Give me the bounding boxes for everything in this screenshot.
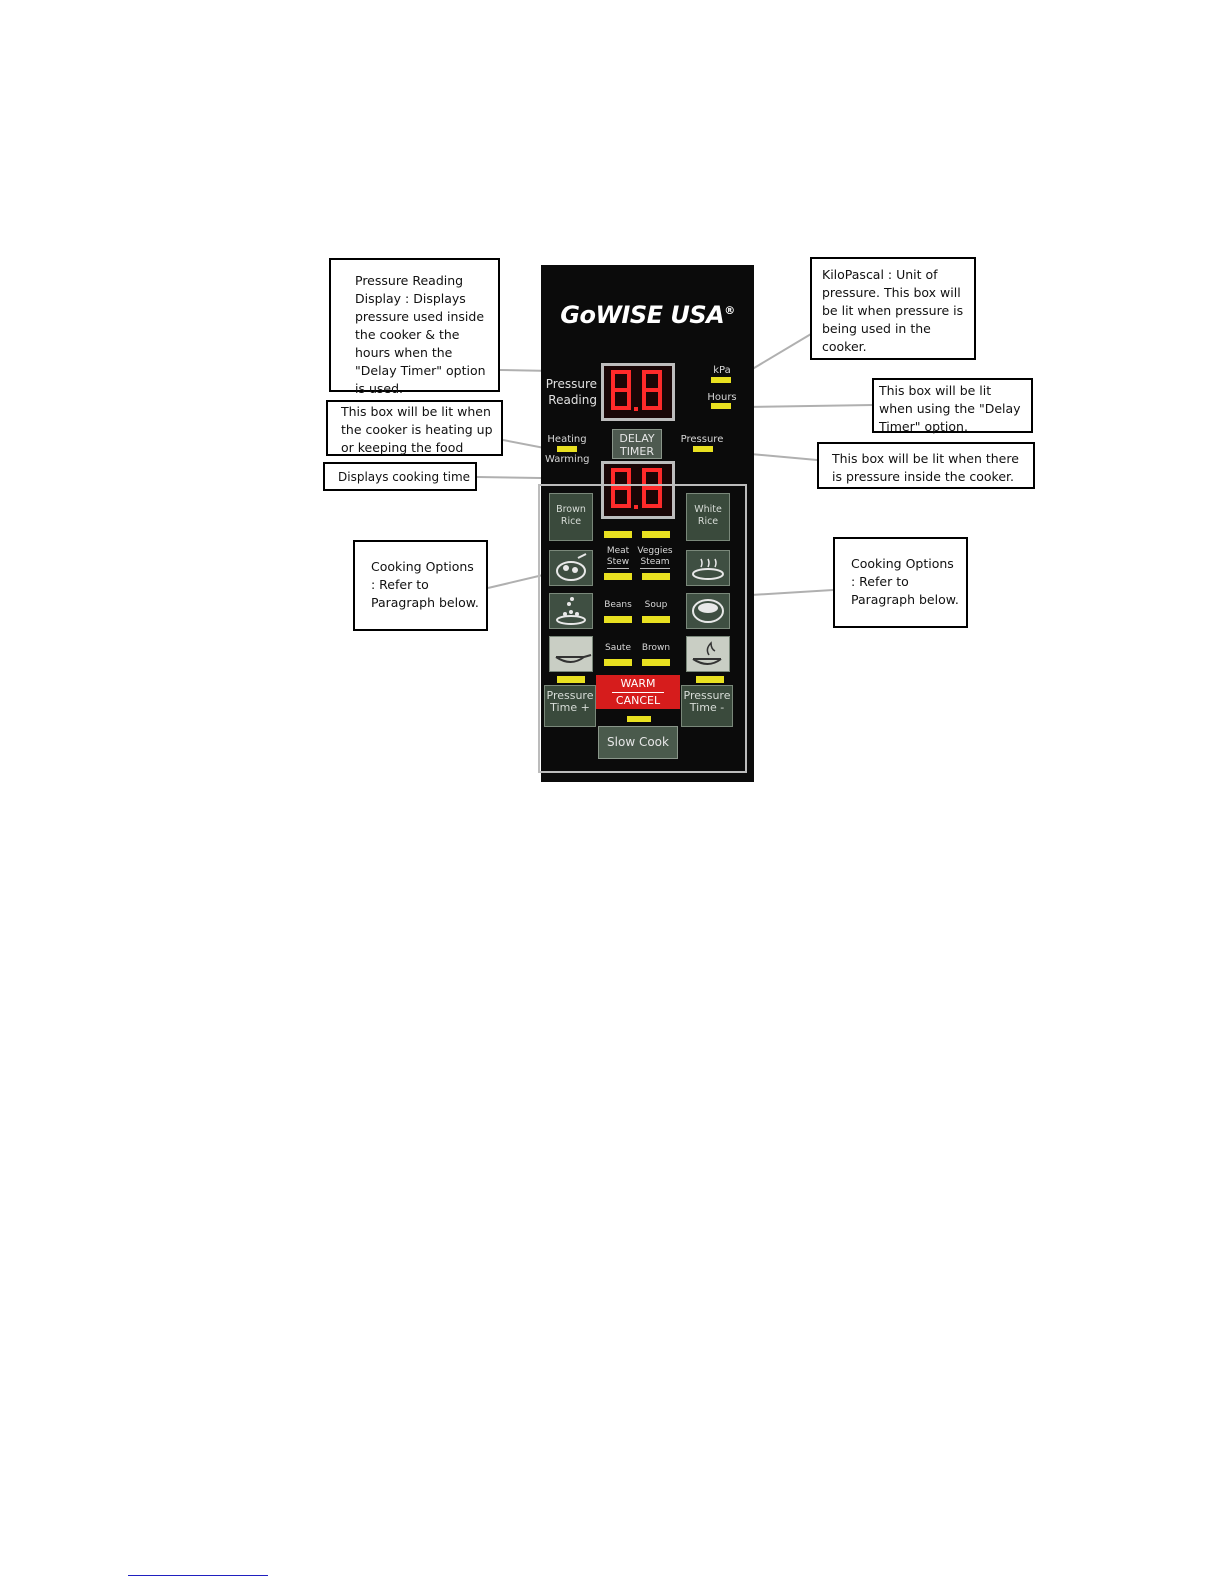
- callout-cooking-options-left: [353, 540, 488, 631]
- beans-icon: [550, 594, 592, 628]
- brown-led: [642, 659, 670, 666]
- saute-led: [604, 659, 632, 666]
- callout-cooking-options-right: [833, 537, 968, 628]
- pressure-time-plus-line1: Pressure: [546, 689, 594, 702]
- callout-kilopascal-text: KiloPascal : Unit of pressure. This box will be lit when pressure is being used in the cooker.: [822, 267, 964, 354]
- white-rice-label: White Rice: [694, 504, 722, 527]
- meat-stew-led: [604, 573, 632, 580]
- saute-button[interactable]: [549, 636, 593, 672]
- callout-delay-timer: [872, 378, 1033, 433]
- callout-cooking-right-text: Cooking Options : Refer to Paragraph below.: [851, 556, 959, 607]
- pressure-time-plus-button[interactable]: [544, 685, 596, 727]
- slow-cook-button[interactable]: [598, 726, 678, 759]
- beans-led: [604, 616, 632, 623]
- pressure-time-plus-led: [557, 676, 585, 683]
- frying-pan-icon: [550, 637, 592, 671]
- steam-label: Steam: [640, 557, 670, 567]
- footnote-rule: [128, 1575, 268, 1576]
- white-rice-button[interactable]: [686, 493, 730, 541]
- delay-timer-button[interactable]: [612, 429, 662, 459]
- kpa-label: kPa: [713, 365, 731, 376]
- heating-label: Heating: [547, 434, 587, 445]
- pressure-reading-display: [601, 363, 675, 421]
- pressure-time-minus-button[interactable]: [681, 685, 733, 727]
- kpa-indicator-led: [711, 377, 731, 383]
- cooking-time-led-left: [604, 531, 632, 538]
- pressure-time-minus-line1: Pressure: [683, 689, 731, 702]
- callout-cooking-left-text: Cooking Options : Refer to Paragraph below.: [371, 559, 479, 610]
- delay-timer-label-line2: TIMER: [619, 445, 655, 458]
- pressure-display-value: 8.8: [604, 366, 606, 367]
- warm-cancel-button[interactable]: [596, 675, 680, 709]
- hours-indicator-led: [711, 403, 731, 409]
- warm-cancel-divider: [612, 692, 664, 693]
- pressure-reading-label-line2: Reading: [548, 393, 597, 407]
- soup-led: [642, 616, 670, 623]
- callout-pressure-inside: [817, 442, 1035, 489]
- pressure-reading-label: [541, 376, 597, 408]
- brown-rice-label: Brown Rice: [556, 504, 586, 527]
- stew-label: Stew: [606, 557, 630, 567]
- callout-heating: [326, 400, 503, 456]
- veggies-steam-label: [635, 546, 675, 569]
- callout-pressure-reading-text: Pressure Reading Display : Displays pressure used inside the cooker & the hours when the "Delay Timer" option is used.: [355, 273, 486, 396]
- pressure-time-minus-led: [696, 676, 724, 683]
- slow-cook-label: Slow Cook: [607, 735, 669, 749]
- callout-heating-text: This box will be lit when the cooker is heating up or keeping the food: [341, 404, 493, 455]
- pressure-indicator-label: Pressure: [680, 434, 724, 445]
- callout-pressure-inside-text: This box will be lit when there is pressure inside the cooker.: [832, 451, 1019, 484]
- hours-label: Hours: [707, 392, 737, 403]
- soup-bowl-icon: [687, 594, 729, 628]
- heating-indicator-led: [557, 446, 577, 452]
- slow-cook-led: [627, 716, 651, 722]
- saute-label: Saute: [605, 643, 631, 653]
- warm-label: WARM: [620, 677, 656, 690]
- pressure-reading-label-line1: Pressure: [545, 377, 597, 391]
- warming-label: Warming: [545, 454, 590, 465]
- brown-label: Brown: [641, 643, 671, 653]
- callout-cooking-time-text: Displays cooking time: [338, 470, 471, 484]
- pan-flame-icon: [687, 637, 729, 671]
- brown-button[interactable]: [686, 636, 730, 672]
- delay-timer-label-line1: DELAY: [619, 432, 655, 445]
- brown-rice-button[interactable]: [549, 493, 593, 541]
- callout-pressure-reading: [329, 258, 500, 396]
- pressure-digits: [604, 366, 672, 418]
- beans-button[interactable]: [549, 593, 593, 629]
- callout-cooking-time: [323, 462, 477, 491]
- cooking-time-led-right: [642, 531, 670, 538]
- pressure-time-plus-line2: Time +: [550, 701, 590, 714]
- brand-registered-mark: ®: [724, 304, 735, 317]
- pressure-indicator-led: [693, 446, 713, 452]
- soup-label: Soup: [644, 600, 668, 610]
- meat-stew-label: [598, 546, 638, 569]
- meat-stew-button[interactable]: [549, 550, 593, 586]
- brand-text: GoWISE USA: [560, 301, 725, 329]
- veggies-label: Veggies: [637, 546, 673, 556]
- pressure-time-minus-line2: Time -: [689, 701, 725, 714]
- beans-label: Beans: [604, 600, 632, 610]
- callout-delay-timer-text: This box will be lit when using the "Delay Timer" option.: [879, 383, 1021, 434]
- soup-button[interactable]: [686, 593, 730, 629]
- brand-logo: [541, 301, 754, 329]
- meat-label: Meat: [606, 546, 630, 556]
- veggies-steam-led: [642, 573, 670, 580]
- steam-pot-icon: [687, 551, 729, 585]
- veggies-steam-button[interactable]: [686, 550, 730, 586]
- cancel-label: CANCEL: [615, 694, 661, 707]
- control-panel: [541, 265, 754, 782]
- callout-kilopascal: [810, 257, 976, 360]
- meat-stew-icon: [550, 551, 592, 585]
